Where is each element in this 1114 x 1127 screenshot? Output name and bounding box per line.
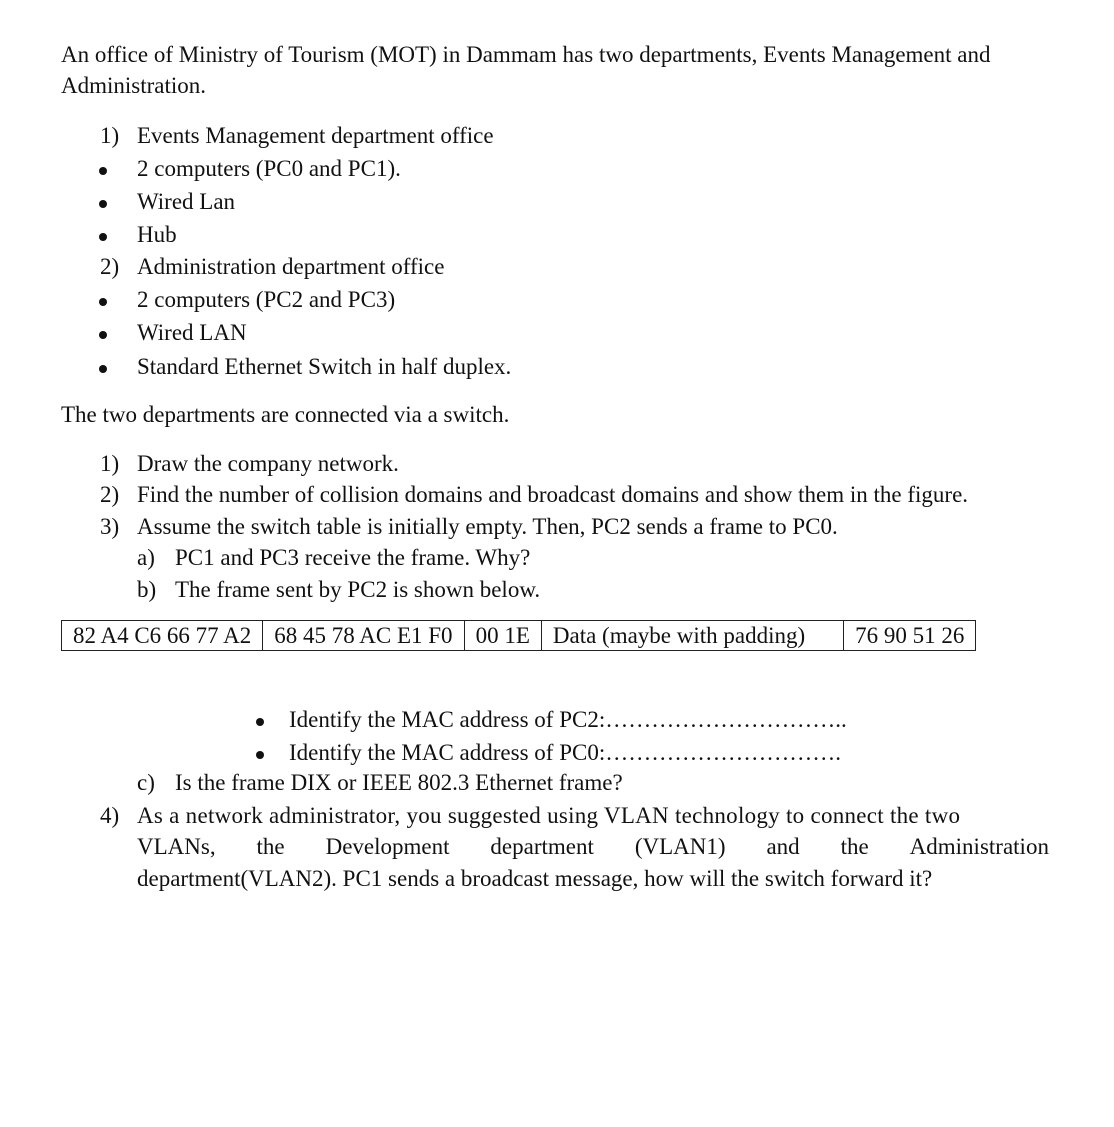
connection-sentence: The two departments are connected via a switch. — [61, 402, 510, 427]
q4-line-3: department(VLAN2). PC1 sends a broadcast message, how will the switch forward it? — [137, 866, 933, 891]
intro-paragraph: An office of Ministry of Tourism (MOT) in Dammam has two departments, Events Management and Administration. — [61, 42, 991, 98]
bullet-icon — [99, 167, 107, 175]
q2-number: 2) — [100, 482, 120, 507]
q3a-label: a) — [137, 545, 155, 570]
q4-line-1 — [137, 801, 1049, 831]
q3b-label: b) — [137, 577, 157, 602]
identify-pc0-mac: Identify the MAC address of PC0:…………………………. — [289, 740, 841, 765]
q4-word: VLANs, — [137, 834, 216, 859]
q4-word: the — [840, 834, 869, 859]
dept-1-number: 1) — [100, 123, 120, 148]
q4-word: department — [490, 834, 594, 859]
q3c-text: Is the frame DIX or IEEE 802.3 Ethernet frame? — [175, 770, 623, 795]
q4-number: 4) — [100, 803, 120, 828]
q1-text: Draw the company network. — [137, 451, 399, 476]
frame-crc: 76 90 51 26 — [844, 621, 976, 651]
bullet-icon — [256, 718, 264, 726]
dept-1-item: 2 computers (PC0 and PC1). — [137, 156, 401, 181]
frame-data: Data (maybe with padding) — [541, 621, 843, 651]
frame-source-mac: 68 45 78 AC E1 F0 — [263, 621, 464, 651]
bullet-icon — [99, 233, 107, 241]
q3a-text: PC1 and PC3 receive the frame. Why? — [175, 545, 531, 570]
q1-number: 1) — [100, 451, 120, 476]
dept-1-item: Wired Lan — [137, 189, 236, 214]
q3-number: 3) — [100, 514, 120, 539]
q4-word: Administration — [909, 834, 1049, 859]
bullet-icon — [256, 751, 264, 759]
dept-2-item: Standard Ethernet Switch in half duplex. — [137, 354, 512, 379]
frame-type-length: 00 1E — [464, 621, 541, 651]
frame-destination-mac: 82 A4 C6 66 77 A2 — [62, 621, 263, 651]
dept-2-item: 2 computers (PC2 and PC3) — [137, 287, 396, 312]
bullet-icon — [99, 365, 107, 373]
q4-word: the — [256, 834, 285, 859]
q4-word: and — [766, 834, 800, 859]
q4-line-1-text: As a network administrator, you suggested using VLAN technology to connect the two — [137, 803, 961, 828]
bullet-icon — [99, 200, 107, 208]
ethernet-frame-table — [61, 620, 976, 651]
q3-text: Assume the switch table is initially empty. Then, PC2 sends a frame to PC0. — [137, 514, 838, 539]
q4-word: (VLAN1) — [634, 834, 726, 859]
q4-line-2 — [137, 832, 1049, 862]
dept-1-item: Hub — [137, 222, 177, 247]
q4-word: Development — [325, 834, 450, 859]
q2-text: Find the number of collision domains and broadcast domains and show them in the figure. — [137, 482, 969, 507]
q3b-text: The frame sent by PC2 is shown below. — [175, 577, 541, 602]
identify-pc2-mac: Identify the MAC address of PC2:………………………….. — [289, 707, 847, 732]
dept-2-item: Wired LAN — [137, 320, 247, 345]
q3c-label: c) — [137, 770, 155, 795]
dept-2-title: Administration department office — [137, 254, 445, 279]
dept-2-number: 2) — [100, 254, 120, 279]
dept-1-title: Events Management department office — [137, 123, 494, 148]
bullet-icon — [99, 331, 107, 339]
bullet-icon — [99, 298, 107, 306]
